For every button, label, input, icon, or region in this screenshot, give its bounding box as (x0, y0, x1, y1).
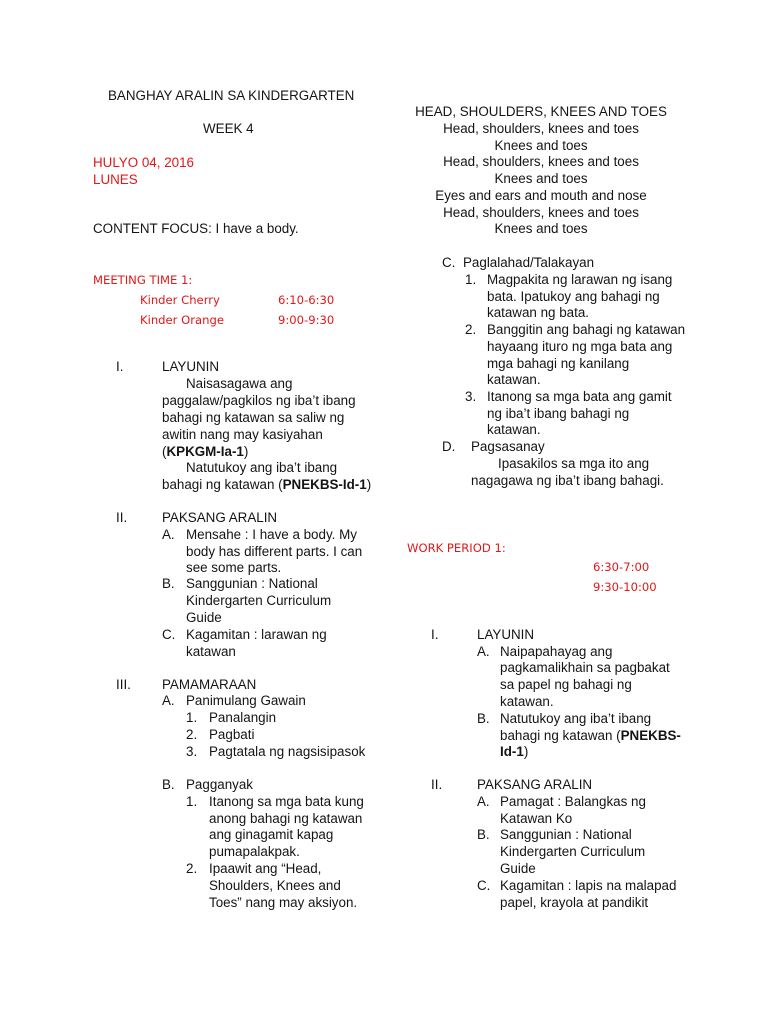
schedule-class: Kinder Cherry (140, 293, 220, 307)
song-line: Knees and toes (494, 221, 588, 236)
day-label: LUNES (93, 172, 138, 187)
list-letter: B. (162, 777, 175, 792)
competency-code: PNEKBS-Id-1 (282, 477, 367, 492)
list-letter: C. (442, 255, 456, 270)
list-item-line: Itanong sa mga bata ang gamit (487, 389, 672, 404)
objective-line: Natutukoy ang iba’t ibang (186, 460, 338, 475)
list-letter: B. (162, 576, 175, 591)
competency-code-line: (KPKGM-Ia-1) (162, 444, 249, 459)
list-item-line: Kagamitan : lapis na malapad (500, 878, 677, 893)
section-title: LAYUNIN (477, 627, 535, 642)
subsection-title: Pagsasanay (471, 439, 545, 454)
section-title: PAKSANG ARALIN (477, 777, 593, 792)
subsection-title: Paglalahad/Talakayan (463, 255, 595, 270)
song-line: Head, shoulders, knees and toes (443, 121, 639, 136)
song-line: Head, shoulders, knees and toes (443, 205, 639, 220)
list-item-line: Sanggunian : National (500, 827, 632, 842)
competency-code: PNEKBS- (620, 728, 681, 743)
list-item-line: Pagtatala ng nagsisipasok (209, 744, 366, 759)
work-time: 9:30-10:00 (593, 580, 657, 594)
list-item-line: Pamagat : Balangkas ng (500, 794, 646, 809)
list-item-line: Magpakita ng larawan ng isang (487, 272, 673, 287)
list-item-line: katawan. (500, 694, 554, 709)
list-letter: D. (442, 439, 456, 454)
work-period-label: WORK PERIOD 1: (407, 541, 506, 555)
song-line: Head, shoulders, knees and toes (443, 154, 639, 169)
list-item-line: katawan ng bata. (487, 305, 589, 320)
list-item-line: Naipapahayag ang (500, 644, 613, 659)
meeting-time-label: MEETING TIME 1: (93, 273, 193, 287)
date-label: HULYO 04, 2016 (93, 155, 194, 170)
list-item-line: hayaang ituro ng mga bata ang (487, 339, 673, 354)
content-focus: CONTENT FOCUS: I have a body. (93, 221, 299, 236)
list-item-line: katawan. (487, 422, 541, 437)
list-letter: A. (162, 527, 175, 542)
list-item-line: Sanggunian : National (186, 576, 318, 591)
objective-line: paggalaw/pagkilos ng iba’t ibang (162, 393, 356, 408)
song-line: Knees and toes (494, 171, 588, 186)
competency-code: Id-1 (500, 744, 524, 759)
list-number: 3. (186, 744, 198, 759)
list-item-line: bata. Ipatukoy ang bahagi ng (487, 289, 660, 304)
list-item-line: Kagamitan : larawan ng (186, 627, 327, 642)
list-item-line: Guide (500, 861, 536, 876)
list-letter: C. (162, 627, 176, 642)
section-title: PAMAMARAAN (162, 677, 257, 692)
practice-line: Ipasakilos sa mga ito ang (498, 456, 650, 471)
list-item-line: Toes” nang may aksiyon. (209, 895, 358, 910)
list-item-line: see some parts. (186, 560, 282, 575)
list-item-line: katawan (186, 644, 236, 659)
list-item-line: Natutukoy ang iba’t ibang (500, 711, 652, 726)
plan-title: BANGHAY ARALIN SA KINDERGARTEN (108, 88, 355, 103)
section-number: I. (431, 627, 439, 642)
objective-line: awitin nang may kasiyahan (162, 427, 323, 442)
schedule-time: 6:10-6:30 (278, 293, 335, 307)
week-label: WEEK 4 (203, 121, 254, 136)
work-time: 6:30-7:00 (593, 560, 650, 574)
list-number: 2. (465, 322, 477, 337)
competency-code-line: Id-1) (500, 744, 529, 759)
song-line: Eyes and ears and mouth and nose (435, 188, 647, 203)
list-letter: A. (162, 693, 175, 708)
list-letter: A. (477, 794, 490, 809)
schedule-class: Kinder Orange (140, 313, 224, 327)
list-item-line: anong bahagi ng katawan (209, 811, 363, 826)
list-number: 2. (186, 861, 198, 876)
list-item-line: Panalangin (209, 710, 277, 725)
objective-line: bahagi ng katawan sa saliw ng (162, 410, 345, 425)
list-item-line: Katawan Ko (500, 811, 573, 826)
list-item-line: Mensahe : I have a body. My (186, 527, 357, 542)
list-item-line: pumapalakpak. (209, 844, 300, 859)
list-item-line: Pagbati (209, 727, 255, 742)
list-item-line: papel, krayola at pandikit (500, 895, 649, 910)
list-item-line: Shoulders, Knees and (209, 878, 341, 893)
list-letter: C. (477, 878, 491, 893)
list-number: 1. (465, 272, 477, 287)
list-number: 2. (186, 727, 198, 742)
song-title: HEAD, SHOULDERS, KNEES AND TOES (415, 104, 667, 119)
section-number: II. (431, 777, 443, 792)
list-item-line: Kindergarten Curriculum (500, 844, 646, 859)
list-item-line: Kindergarten Curriculum (186, 593, 332, 608)
section-number: I. (116, 359, 124, 374)
list-letter: B. (477, 711, 490, 726)
list-item-line: Itanong sa mga bata kung (209, 794, 364, 809)
competency-code: KPKGM-Ia-1 (166, 444, 244, 459)
section-number: II. (116, 510, 128, 525)
list-item-line: ng iba’t ibang bahagi ng (487, 406, 630, 421)
list-item-line: katawan. (487, 372, 541, 387)
song-line: Knees and toes (494, 138, 588, 153)
list-item-line: sa papel ng bahagi ng (500, 677, 632, 692)
subsection-title: Panimulang Gawain (186, 693, 306, 708)
practice-line: nagagawa ng iba’t ibang bahagi. (471, 473, 664, 488)
competency-code-line: bahagi ng katawan (PNEKBS- (500, 728, 681, 743)
list-item-line: mga bahagi ng kanilang (487, 356, 630, 371)
list-number: 1. (186, 710, 198, 725)
list-number: 1. (186, 794, 198, 809)
subsection-title: Pagganyak (186, 777, 254, 792)
list-item-line: Banggitin ang bahagi ng katawan (487, 322, 686, 337)
list-number: 3. (465, 389, 477, 404)
list-item-line: Ipaawit ang “Head, (209, 861, 322, 876)
section-number: III. (116, 677, 131, 692)
competency-code-line: bahagi ng katawan (PNEKBS-Id-1) (162, 477, 372, 492)
list-letter: A. (477, 644, 490, 659)
section-title: PAKSANG ARALIN (162, 510, 278, 525)
list-item-line: pagkamalikhain sa pagbakat (500, 660, 670, 675)
list-item-line: ang ginagamit kapag (209, 827, 334, 842)
schedule-time: 9:00-9:30 (278, 313, 335, 327)
list-item-line: body has different parts. I can (186, 544, 363, 559)
section-title: LAYUNIN (162, 359, 220, 374)
objective-line: Naisasagawa ang (186, 376, 293, 391)
list-letter: B. (477, 827, 490, 842)
list-item-line: Guide (186, 610, 222, 625)
